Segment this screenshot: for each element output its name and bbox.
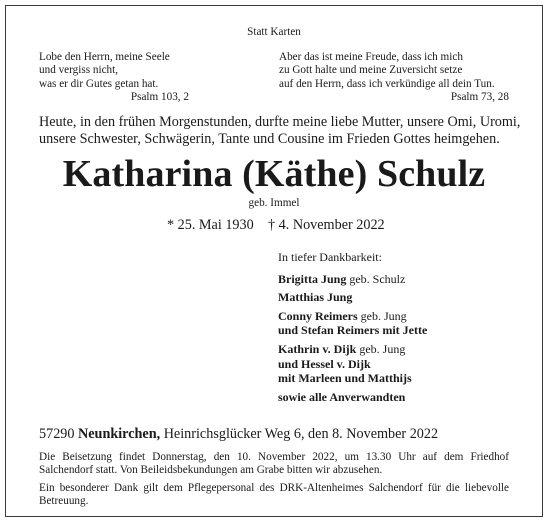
mourners-intro: In tiefer Dankbarkeit:	[278, 250, 382, 264]
mourner-entry	[278, 290, 427, 305]
mourner-geb: geb. Jung	[356, 341, 406, 356]
verse-left-line: Lobe den Herrn, meine Seele	[39, 51, 170, 63]
address-rest: Heinrichsglücker Weg 6, den 8. November 2022	[160, 426, 439, 442]
mourner-line: und Hessel v. Dijk	[278, 356, 371, 371]
mourner-name: Conny Reimers	[278, 308, 358, 323]
thanks-note: Ein besonderer Dank gilt dem Pflegepersonal des DRK-Altenheimes Salchendorf für die liebevolle Betreuung.	[39, 482, 509, 508]
mourner-geb: geb. Jung	[357, 308, 407, 323]
mourner-name: Matthias Jung	[278, 290, 353, 305]
verse-right-line: zu Gott halte und meine Zuversicht setze	[279, 64, 463, 77]
mourner-entry	[278, 272, 427, 287]
mourner-entry	[278, 342, 427, 357]
mourner-line: und Stefan Reimers mit Jette	[278, 323, 428, 338]
mourners-list	[278, 250, 427, 404]
verse-left	[39, 51, 170, 91]
address-zip: 57290	[39, 426, 79, 442]
deceased-name: Katharina (Käthe) Schulz	[62, 153, 486, 195]
mourner-line: sowie alle Anverwandten	[278, 389, 406, 404]
verse-left-line: und vergiss nicht,	[39, 64, 119, 77]
address-line	[39, 426, 438, 443]
deceased-maiden-name: geb. Immel	[248, 197, 300, 209]
verse-right-ref: Psalm 73, 28	[450, 91, 509, 103]
mourner-geb: geb. Schulz	[346, 271, 406, 286]
birth-date: * 25. Mai 1930	[167, 217, 254, 233]
address-city: Neunkirchen,	[78, 426, 161, 442]
announcement-line: unsere Schwester, Schwägerin, Tante und Cousine im Frieden Gottes heimgehen.	[39, 131, 500, 147]
mourner-line: mit Marleen und Matthijs	[278, 371, 412, 386]
verse-right	[279, 51, 495, 91]
verse-right-line: auf den Herrn, dass ich verkündige all dein Tun.	[279, 77, 495, 90]
mourner-name: Brigitta Jung	[278, 271, 347, 286]
mourner-name: Kathrin v. Dijk	[278, 341, 357, 356]
mourner-entry	[278, 309, 427, 324]
announcement-line: Heute, in den frühen Morgenstunden, durfte meine liebe Mutter, unsere Omi, Uromi,	[39, 114, 521, 130]
obituary-notice	[5, 5, 543, 517]
header-statt-karten: Statt Karten	[247, 26, 301, 38]
announcement	[39, 114, 520, 148]
death-date: † 4. November 2022	[268, 217, 385, 233]
verse-left-line: was er dir Gutes getan hat.	[39, 77, 159, 90]
verse-right-line: Aber das ist meine Freude, dass ich mich	[279, 51, 463, 63]
funeral-note: Die Beisetzung findet Donnerstag, den 10. November 2022, um 13.30 Uhr auf dem Friedhof Salchendorf statt. Von Beileidsbekundungen am Grabe bitten wir abzusehen.	[39, 451, 509, 477]
verse-left-ref: Psalm 103, 2	[130, 91, 189, 103]
